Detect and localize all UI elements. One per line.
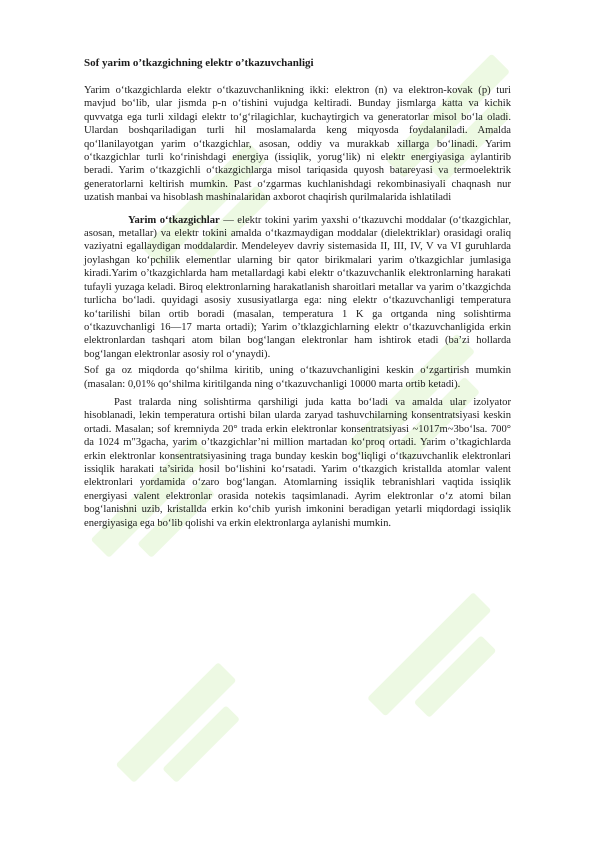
document-page xyxy=(84,56,511,530)
paragraph-intro: Yarim oʻtkazgichlarda elektr oʻtkazuvchanlikning ikki: elektron (n) va elektron-kovak (p) turi mavjud boʻlib, ular jismda p-n oʻtishini vujudga keltiradi. Bunday jismlarga katta va kichik quvvatga ega turli xildagi elektr toʻgʻrilagichlar, kuchaytirgich va generatorlar misol boʻla oladi. Ulardan boshqariladigan turli hil moslamalarda keng miqyosda foydalaniladi. Amalda qoʻllanilayotgan yarim oʻtkazgichlar, asosan, oddiy va murakkab xillarga boʻlinadi. Yarim oʻtkazgichlar turli koʻrinishdagi energiya (issiqlik, yorugʻlik) ni elektr energiyasiga aylantirib beradi. Yarim oʻtkazgichli oʻtkazgichlarga misol tariqasida quyosh batareyasi va termoelektrik generatorlarni keltirish mumkin. Past oʻzgarmas kuchlanishdagi rekombinasiyali chaqnash nur uzatish manbai va hisoblash mashinalaridan axborot chaqirish qurilmalarida ishlatiladi xyxy=(84,85,511,204)
paragraph-temperature: Past tralarda ning solishtirma qarshiligi juda katta boʻladi va amalda ular izolyator hisoblanadi, lekin temperatura ortishi bilan ularda zaryad tashuvchilarning konsentratsiyasi keskin ortadi. Masalan; sof kremniyda 20° trada erkin elektronlar konsentratsiyasi ~1017m~3bo‘lsa. 700° da 1024 m"3gacha, yarim o’tkazgichlar’ni million martadan koʻproq ortadi. Yarim o’tkagichlarda erkin elektronlar konsentratsiyasining traga bunday keskin bogʻliqligi oʻtkazuvchanlik elektronlari issiqlik harakati ta’sirida hosil boʻlishini koʻrsatadi. Yarim o‘tkazgich kristallda atomlar valent elektronlari yordamida oʻzaro bogʻlangan. Atomlarning issiqlik tebranishlari vaqtida issiqlik energiyasi valent elektronlar orasida notekis taqsimlanadi. Ayrim elektronlar oʻz atomi bilan bogʻlanishni uzib, kristallda erkin koʻchib yurish imkonini beradigan yetarli miqdordagi issiqlik energiyasiga ega boʻlib qolishi va erkin elektronlarga aylanishi mumkin. xyxy=(84,396,511,529)
definition-text: — elektr tokini yarim yaxshi oʻtkazuvchi moddalar (oʻtkazgichlar, asosan, metallar) va elektr tokini amalda oʻtkazmaydigan moddalar (dielektriklar) orasidagi oraliq vaziyatni egallaydigan moddalardir. Mendeleyev davriy sistemasida II, III, IV, V va VI guruhlarda joylashgan koʻpchilik elementlar ularning bir qator birikmalari yarim o'tkazgichlar jumlasiga kiradi.Yarim o’tkazgichlarda ham metallardagi kabi elektr oʻtkazuvchanlik elektronlarning harakati tufayli yuzaga keladi. Biroq elektronlarning harakatlanish sharoitlari metallar va yarim o’tkazgichda turlicha boʻladi. quyidagi asosiy xususiyatlarga ega: ning elektr oʻtkazuvchanligi temperatura koʻtarilishi bilan ortib boradi (masalan, temperatura 1 K ga ortganda ning solishtirma oʻtkazuvchanligi 16—17 marta ortadi); Yarim o’tklazgichlarning elektr oʻtkazuvchanligida erkin elektronlardan tashqari atom bilan bogʻlangan elektronlar ham ishtirok etadi (ba’zi hollarda bogʻlangan elektronlar asosiy rol oʻynaydi). xyxy=(84,214,511,360)
paragraph-definition xyxy=(84,214,511,361)
watermark-mark-lower-right xyxy=(367,592,514,739)
paragraph-impurity: Sof ga oz miqdorda qoʻshilma kiritib, uning oʻtkazuvchanligini keskin oʻzgartirish mumkin (masalan: 0,01% qoʻshilma kiritilganda ning oʻtkazuvchanligi 10000 marta ortib ketadi). xyxy=(84,365,511,390)
watermark-mark-lower-left xyxy=(116,662,258,804)
document-title: Sof yarim o’tkazgichning elektr o’tkazuvchanligi xyxy=(84,57,314,69)
definition-term: Yarim oʻtkazgichlar xyxy=(128,214,220,226)
